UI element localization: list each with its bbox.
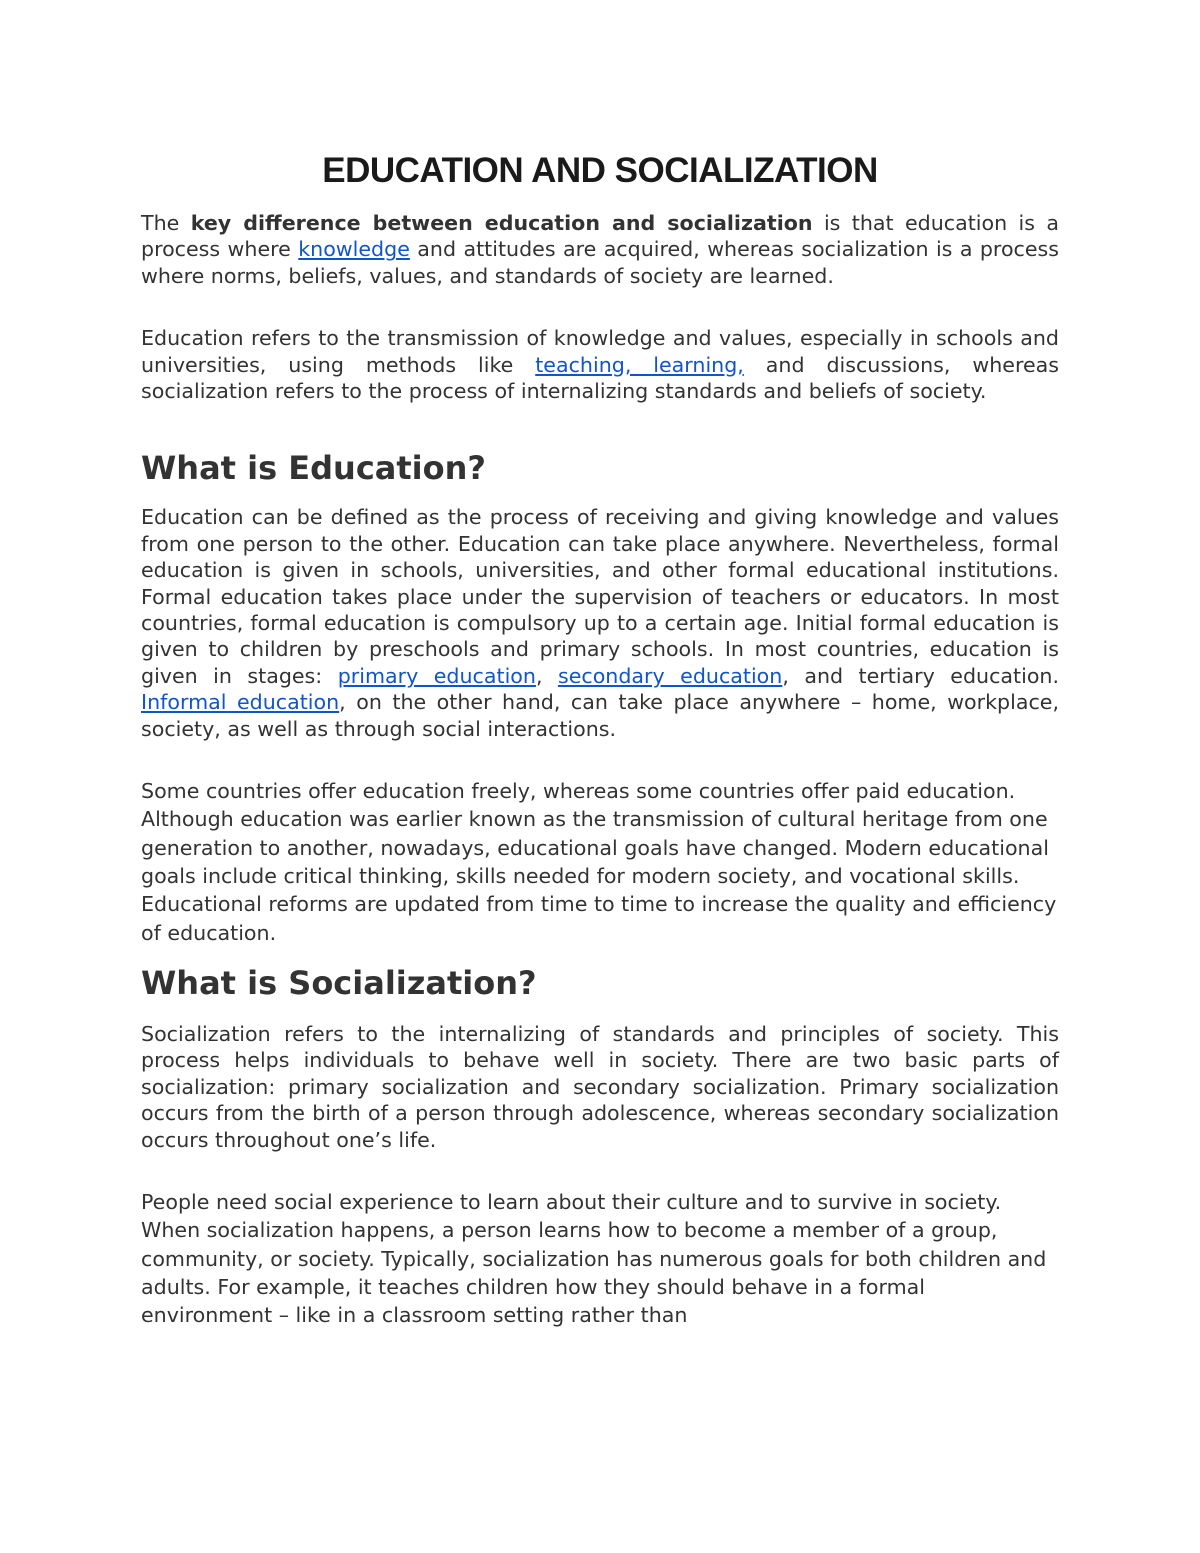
text-run: Education can be defined as the process of receiving and giving knowledge and values from one person to the other. Education can take place anywhere. Nevertheless, formal education is given in schools, universities, and other formal educational institutions. Formal education takes place under the supervision of teachers or educators. In most countries, formal education is compulsory up to a certain age. Initial formal education is given to children by preschools and primary schools. In most countries, education is given in stages: xyxy=(141,505,1059,688)
text-run: , xyxy=(535,663,558,688)
text-run: Education refers to the transmission of knowledge and values, especially in schools and universities, using methods like xyxy=(141,326,1059,377)
document-title: EDUCATION AND SOCIALIZATION xyxy=(322,151,878,190)
intro-paragraph-2 xyxy=(141,325,1059,404)
secondary-education-link[interactable]: secondary education xyxy=(557,663,783,688)
document-page xyxy=(141,148,1059,1329)
knowledge-link[interactable]: knowledge xyxy=(298,237,410,262)
text-run: and discussions, whereas socialization refers to the process of internalizing standards and beliefs of society. xyxy=(141,352,1059,404)
socialization-paragraph-2: People need social experience to learn about their culture and to survive in society. When socialization happens, a person learns how to become a member of a group, community, or society. Typically, socialization has numerous goals for both children and adults. For example, it teaches children how they should behave in a formal environment – like in a classroom setting rather than xyxy=(141,1189,1047,1328)
education-heading: What is Education? xyxy=(141,449,486,488)
text-run: is that education is a process where xyxy=(141,211,1059,262)
text-run: , on the other hand, can take place anywhere – home, workplace, society, as well as through social interactions. xyxy=(141,690,1059,741)
teaching-learning-link[interactable]: teaching, learning, xyxy=(535,352,744,377)
primary-education-link[interactable]: primary education xyxy=(337,663,536,688)
education-paragraph-1 xyxy=(141,504,1059,742)
informal-education-link[interactable]: Informal education xyxy=(141,690,340,715)
socialization-paragraph-1: Socialization refers to the internalizing of standards and principles of society. This process helps individuals to behave well in society. There are two basic parts of socialization: primary socialization and secondary socialization. Primary socialization occurs from the birth of a person through adolescence, whereas secondary socialization occurs throughout one’s life. xyxy=(141,1021,1059,1152)
text-run: The xyxy=(141,211,191,235)
key-difference-bold: key difference between education and socialization xyxy=(190,211,813,235)
text-run: , and tertiary education. xyxy=(782,663,1060,688)
text-run: and attitudes are acquired, whereas socialization is a process where norms, beliefs, values, and standards of society are learned. xyxy=(141,237,1059,288)
intro-paragraph-1 xyxy=(141,210,1059,289)
education-paragraph-2: Some countries offer education freely, whereas some countries offer paid education. Although education was earlier known as the transmission of cultural heritage from one generation to another, nowadays, educational goals have changed. Modern educational goals include critical thinking, skills needed for modern society, and vocational skills. Educational reforms are updated from time to time to increase the quality and efficiency of education. xyxy=(141,779,1057,945)
socialization-heading: What is Socialization? xyxy=(141,963,537,1002)
